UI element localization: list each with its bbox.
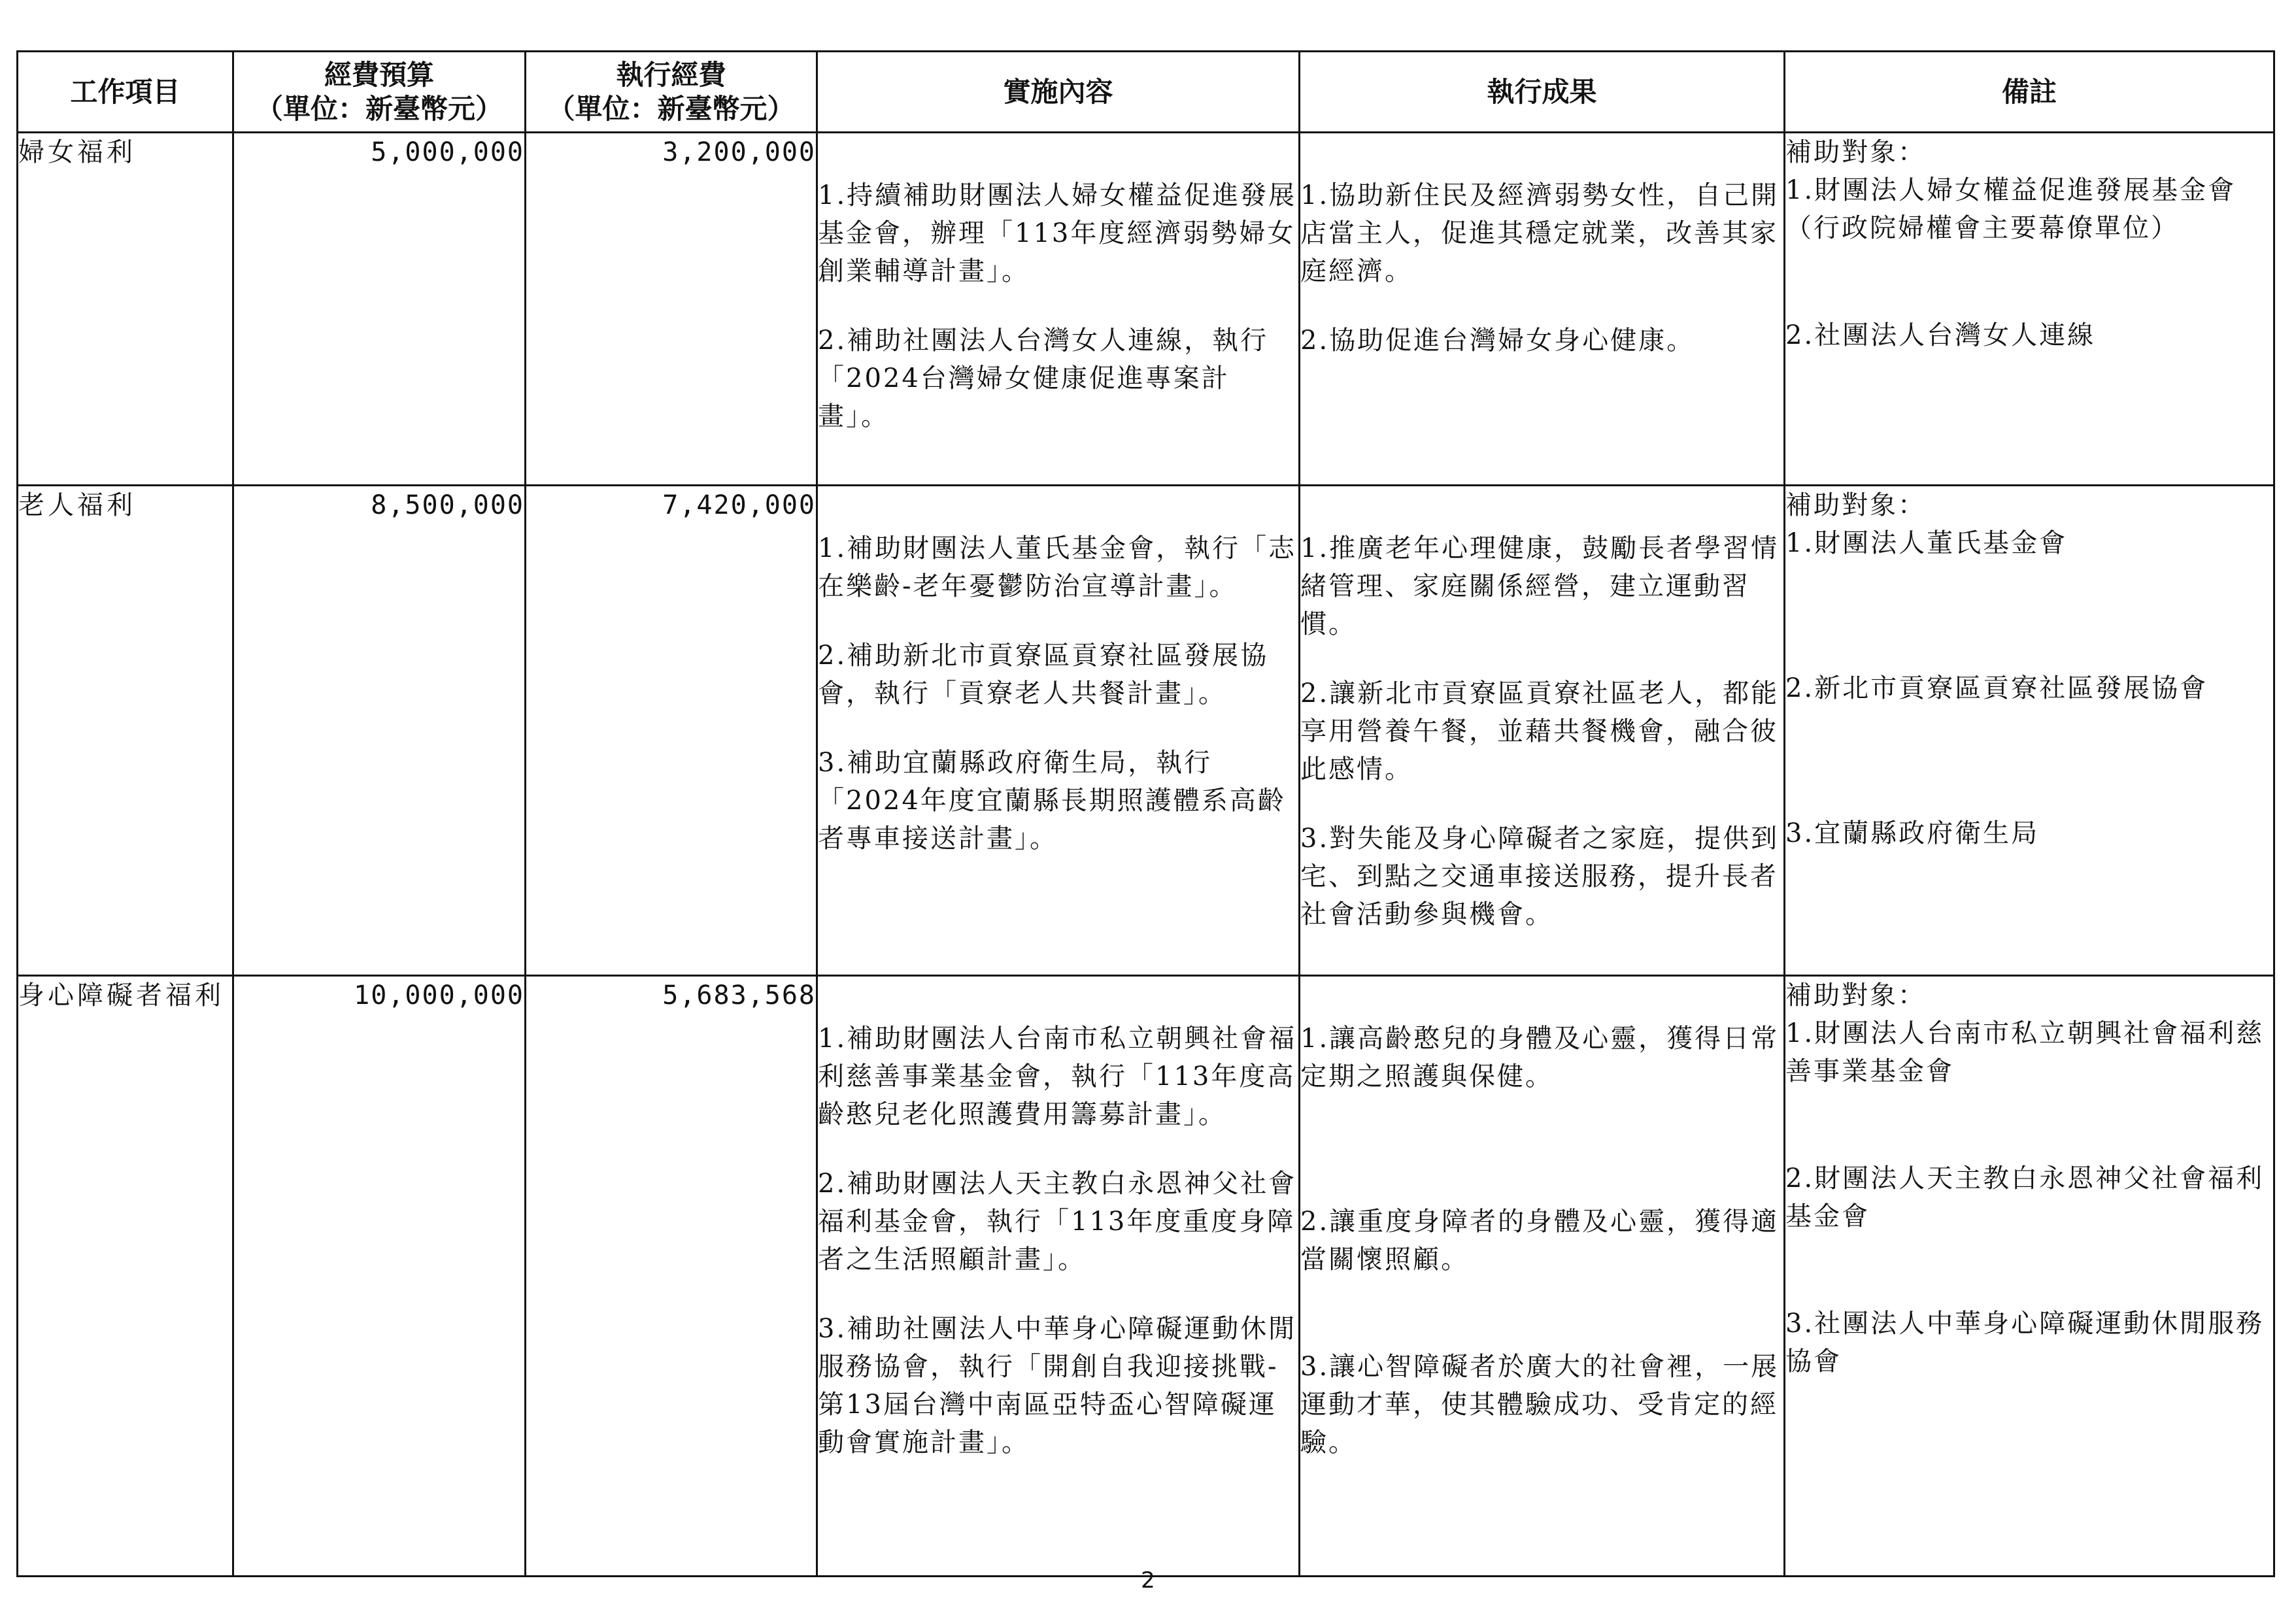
table-row <box>18 486 2274 976</box>
remark-title: 補助對象： <box>1785 980 1926 1011</box>
header-item: 工作項目 <box>18 52 233 133</box>
result-item: 1.推廣老年心理健康，鼓勵長者學習情緒管理、家庭關係經營，建立運動習慣。 <box>1300 533 1780 639</box>
row-budget: 8,500,000 <box>233 486 526 976</box>
header-budget <box>233 52 526 133</box>
content-item: 3.補助社團法人中華身心障礙運動休閒服務協會，執行「開創自我迎接挑戰-第13屆台灣中南區亞特盃心智障礙運動會實施計畫」。 <box>818 1314 1297 1458</box>
content-item: 2.補助新北市貢寮區貢寮社區發展協會，執行「貢寮老人共餐計畫」。 <box>818 641 1269 709</box>
remark-item: 2.社團法人台灣女人連線 <box>1785 320 2096 350</box>
result-item: 1.協助新住民及經濟弱勢女性，自己開店當主人，促進其穩定就業，改善其家庭經濟。 <box>1300 180 1780 286</box>
table-row <box>18 976 2274 1577</box>
row-budget: 5,000,000 <box>233 133 526 486</box>
welfare-budget-table <box>16 50 2275 1577</box>
table-row <box>18 133 2274 486</box>
table-header-row <box>18 52 2274 133</box>
row-remark <box>1785 133 2274 486</box>
remark-item: 1.財團法人婦女權益促進發展基金會（行政院婦權會主要幕僚單位） <box>1785 175 2237 243</box>
row-remark <box>1785 976 2274 1577</box>
content-item: 3.補助宜蘭縣政府衛生局，執行「2024年度宜蘭縣長期照護體系高齡者專車接送計畫」。 <box>818 748 1286 854</box>
header-content: 實施內容 <box>817 52 1300 133</box>
result-item: 2.讓重度身障者的身體及心靈，獲得適當關懷照顧。 <box>1300 1207 1780 1275</box>
content-item: 1.補助財團法人台南市私立朝興社會福利慈善事業基金會，執行「113年度高齡憨兒老化照護費用籌募計畫」。 <box>818 1024 1297 1129</box>
remark-item: 2.新北市貢寮區貢寮社區發展協會 <box>1785 673 2208 703</box>
result-item: 3.對失能及身心障礙者之家庭，提供到宅、到點之交通車接送服務，提升長者社會活動參與機會。 <box>1300 824 1780 929</box>
header-budget-unit: （單位：新臺幣元） <box>255 92 503 125</box>
remark-item: 1.財團法人董氏基金會 <box>1785 528 2068 558</box>
result-item: 2.協助促進台灣婦女身心健康。 <box>1300 326 1695 356</box>
page-number: 2 <box>1141 1567 1155 1594</box>
header-executed-unit: （單位：新臺幣元） <box>547 92 795 125</box>
row-executed: 5,683,568 <box>526 976 817 1577</box>
row-budget: 10,000,000 <box>233 976 526 1577</box>
row-content <box>817 486 1300 976</box>
remark-title: 補助對象： <box>1785 490 1926 520</box>
remark-title: 補助對象： <box>1785 137 1926 167</box>
header-remark: 備註 <box>1785 52 2274 133</box>
remark-item: 3.社團法人中華身心障礙運動休閒服務協會 <box>1785 1309 2265 1377</box>
row-category: 身心障礙者福利 <box>18 976 233 1577</box>
result-item: 2.讓新北市貢寮區貢寮社區老人，都能享用營養午餐，並藉共餐機會，融合彼此感情。 <box>1300 678 1780 784</box>
content-item: 2.補助社團法人台灣女人連線，執行「2024台灣婦女健康促進專案計畫」。 <box>818 326 1269 431</box>
row-category: 婦女福利 <box>18 133 233 486</box>
row-result <box>1300 486 1785 976</box>
header-executed-title: 執行經費 <box>616 58 726 91</box>
header-budget-title: 經費預算 <box>324 58 434 91</box>
header-result: 執行成果 <box>1300 52 1785 133</box>
content-item: 1.補助財團法人董氏基金會，執行「志在樂齡-老年憂鬱防治宣導計畫」。 <box>818 533 1297 601</box>
header-executed <box>526 52 817 133</box>
remark-item: 3.宜蘭縣政府衛生局 <box>1785 818 2040 848</box>
remark-item: 1.財團法人台南市私立朝興社會福利慈善事業基金會 <box>1785 1018 2265 1086</box>
result-item: 1.讓高齡憨兒的身體及心靈，獲得日常定期之照護與保健。 <box>1300 1024 1780 1092</box>
row-content <box>817 976 1300 1577</box>
result-item: 3.讓心智障礙者於廣大的社會裡，一展運動才華，使其體驗成功、受肯定的經驗。 <box>1300 1352 1780 1458</box>
row-result <box>1300 133 1785 486</box>
content-item: 1.持續補助財團法人婦女權益促進發展基金會，辦理「113年度經濟弱勢婦女創業輔導計畫」。 <box>818 180 1297 286</box>
remark-item: 2.財團法人天主教白永恩神父社會福利基金會 <box>1785 1163 2265 1231</box>
row-executed: 3,200,000 <box>526 133 817 486</box>
row-content <box>817 133 1300 486</box>
row-executed: 7,420,000 <box>526 486 817 976</box>
row-category: 老人福利 <box>18 486 233 976</box>
row-result <box>1300 976 1785 1577</box>
content-item: 2.補助財團法人天主教白永恩神父社會福利基金會，執行「113年度重度身障者之生活照顧計畫」。 <box>818 1169 1297 1275</box>
row-remark <box>1785 486 2274 976</box>
